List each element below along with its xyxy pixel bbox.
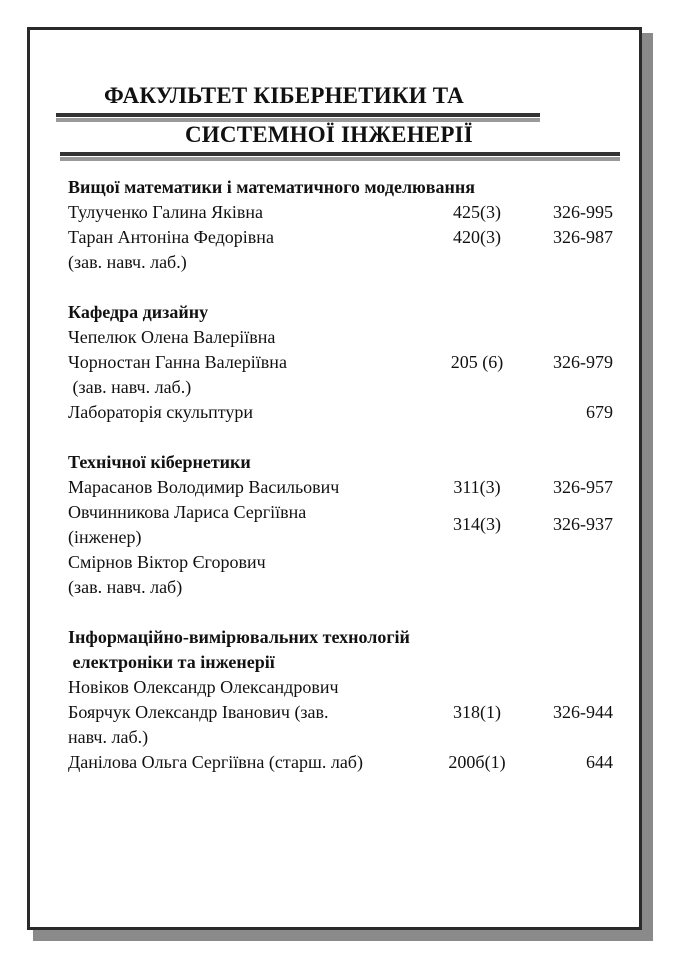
staff-note: навч. лаб.) — [68, 727, 149, 747]
staff-row — [68, 500, 613, 550]
staff-room: 311(3) — [453, 477, 501, 497]
staff-name — [68, 500, 306, 550]
department-title: Кафедра дизайну — [68, 302, 209, 322]
staff-note: (зав. навч. лаб.) — [68, 252, 187, 272]
staff-phone: 326-944 — [553, 702, 613, 722]
staff-name: Чепелюк Олена Валеріївна — [68, 327, 276, 347]
department-title: Технічної кібернетики — [68, 452, 251, 472]
staff-row — [68, 375, 613, 400]
staff-name: Таран Антоніна Федорівна — [68, 227, 274, 247]
department-title-continued: електроніки та інженерії — [68, 652, 275, 672]
staff-phone: 326-987 — [553, 227, 613, 247]
staff-name: Марасанов Володимир Васильович — [68, 477, 340, 497]
staff-row — [68, 475, 613, 500]
faculty-title-line2: СИСТЕМНОЇ ІНЖЕНЕРІЇ — [185, 122, 473, 147]
staff-row — [68, 325, 613, 350]
staff-row — [68, 575, 613, 600]
staff-row — [68, 225, 613, 250]
faculty-title-line1: ФАКУЛЬТЕТ КІБЕРНЕТИКИ ТА — [104, 83, 464, 108]
staff-name: Боярчук Олександр Іванович (зав. — [68, 702, 329, 722]
staff-room: 205 (6) — [450, 352, 504, 372]
lab-name: Лабораторія скульптури — [68, 402, 254, 422]
staff-name: Новіков Олександр Олександрович — [68, 677, 339, 697]
staff-row — [68, 725, 613, 750]
staff-row — [68, 400, 613, 425]
staff-row — [68, 550, 613, 575]
staff-row — [68, 675, 613, 700]
department-title: Інформаційно-вимірювальних технологій — [68, 627, 410, 647]
staff-name: Данілова Ольга Сергіївна (старш. лаб) — [68, 752, 363, 772]
staff-phone: 679 — [586, 402, 613, 422]
title-rule-dark-2 — [60, 152, 620, 156]
staff-phone: 326-957 — [553, 477, 613, 497]
staff-phone: 326-995 — [553, 202, 613, 222]
staff-name-line: Овчинникова Лариса Сергіївна — [68, 502, 307, 522]
staff-room: 318(1) — [453, 702, 501, 722]
staff-room: 200б(1) — [448, 752, 506, 772]
staff-phone: 326-979 — [553, 352, 613, 372]
staff-room: 425(3) — [453, 202, 501, 222]
staff-row — [68, 200, 613, 225]
title-rule-light-2 — [60, 157, 620, 161]
staff-note: (інженер) — [68, 527, 142, 547]
department-title: Вищої математики і математичного моделювання — [68, 177, 475, 197]
staff-room: 314(3) — [453, 514, 501, 534]
staff-phone: 326-937 — [553, 514, 613, 534]
staff-room: 420(3) — [453, 227, 501, 247]
staff-name: Тулученко Галина Яківна — [68, 202, 264, 222]
staff-note: (зав. навч. лаб) — [68, 577, 183, 597]
department-directory — [68, 175, 613, 775]
staff-row — [68, 350, 613, 375]
title-rule-dark-1 — [56, 113, 540, 117]
staff-row — [68, 700, 613, 725]
staff-name: Смірнов Віктор Єгорович — [68, 552, 266, 572]
staff-row — [68, 750, 613, 775]
staff-row — [68, 250, 613, 275]
staff-note: (зав. навч. лаб.) — [68, 377, 192, 397]
staff-name: Чорностан Ганна Валеріївна — [68, 352, 287, 372]
staff-phone: 644 — [586, 752, 613, 772]
